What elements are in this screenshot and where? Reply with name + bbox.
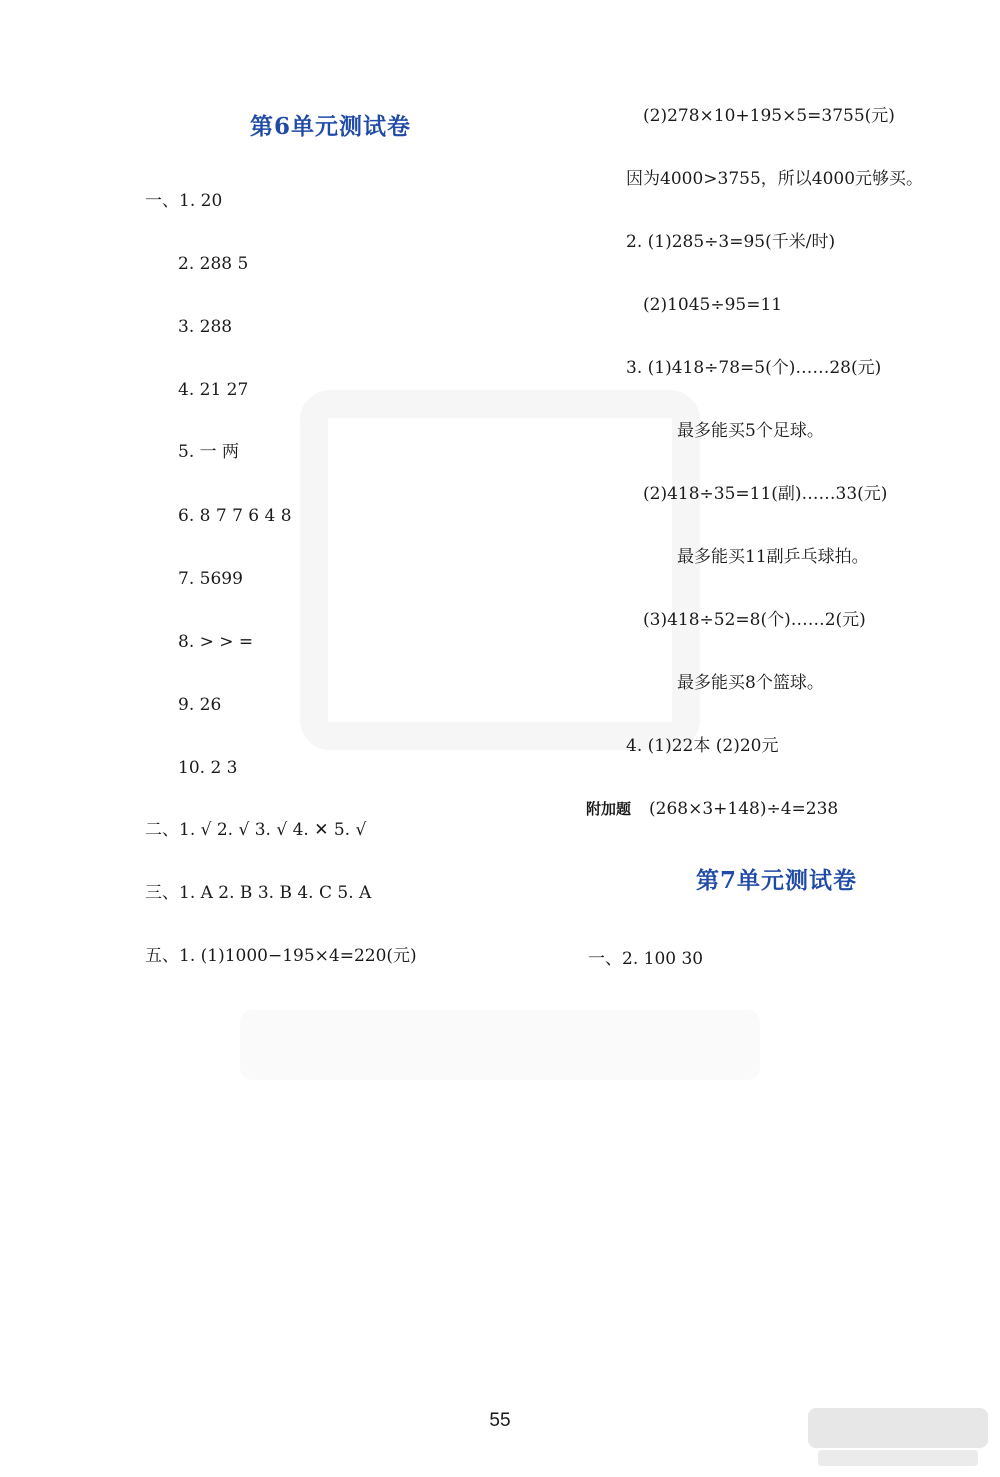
answer-line: (2)278×10+195×5=3755(元) xyxy=(643,106,895,126)
answer-line: 一、1. 20 xyxy=(145,191,223,211)
unit6-title: 第6单元测试卷 xyxy=(250,113,412,140)
bonus-label: 附加题 xyxy=(586,800,632,818)
answer-line: 二、1. √ 2. √ 3. √ 4. ✕ 5. √ xyxy=(145,820,367,840)
answer-line: (3)418÷52=8(个)……2(元) xyxy=(643,610,866,630)
answer-line: 5. 一 两 xyxy=(178,442,240,462)
answer-line: 8. > > = xyxy=(178,632,254,652)
answer-line: 三、1. A 2. B 3. B 4. C 5. A xyxy=(145,883,372,903)
answer-line: 因为4000>3755，所以4000元够买。 xyxy=(626,169,924,189)
answer-line: 3. (1)418÷78=5(个)……28(元) xyxy=(626,358,882,378)
bonus-line xyxy=(586,797,838,821)
watermark-logo xyxy=(300,390,700,750)
answer-line: 4. 21 27 xyxy=(178,380,249,400)
answer-line: 一、2. 100 30 xyxy=(588,949,704,969)
answer-line: 10. 2 3 xyxy=(178,758,238,778)
answer-line: 2. 288 5 xyxy=(178,254,249,274)
answer-line: 3. 288 xyxy=(178,317,233,337)
answer-line: 6. 8 7 7 6 4 8 xyxy=(178,506,292,526)
answer-line: (2)418÷35=11(副)……33(元) xyxy=(643,484,888,504)
answer-line: 最多能买8个篮球。 xyxy=(677,673,824,693)
answer-line: 最多能买5个足球。 xyxy=(677,421,824,441)
answer-line: 9. 26 xyxy=(178,695,222,715)
answer-line: 4. (1)22本 (2)20元 xyxy=(626,736,779,756)
unit7-title: 第7单元测试卷 xyxy=(696,867,858,894)
watermark-text-band xyxy=(240,1010,760,1080)
answer-line: 2. (1)285÷3=95(千米/时) xyxy=(626,232,836,252)
answer-line: 7. 5699 xyxy=(178,569,243,589)
answer-line: (2)1045÷95=11 xyxy=(643,295,783,315)
corner-watermark-logo xyxy=(808,1408,988,1468)
answer-line: 最多能买11副乒乓球拍。 xyxy=(677,547,869,567)
answer-line: 五、1. (1)1000−195×4=220(元) xyxy=(145,946,417,966)
page-number: 55 xyxy=(489,1410,511,1431)
bonus-answer: (268×3+148)÷4=238 xyxy=(649,799,839,819)
